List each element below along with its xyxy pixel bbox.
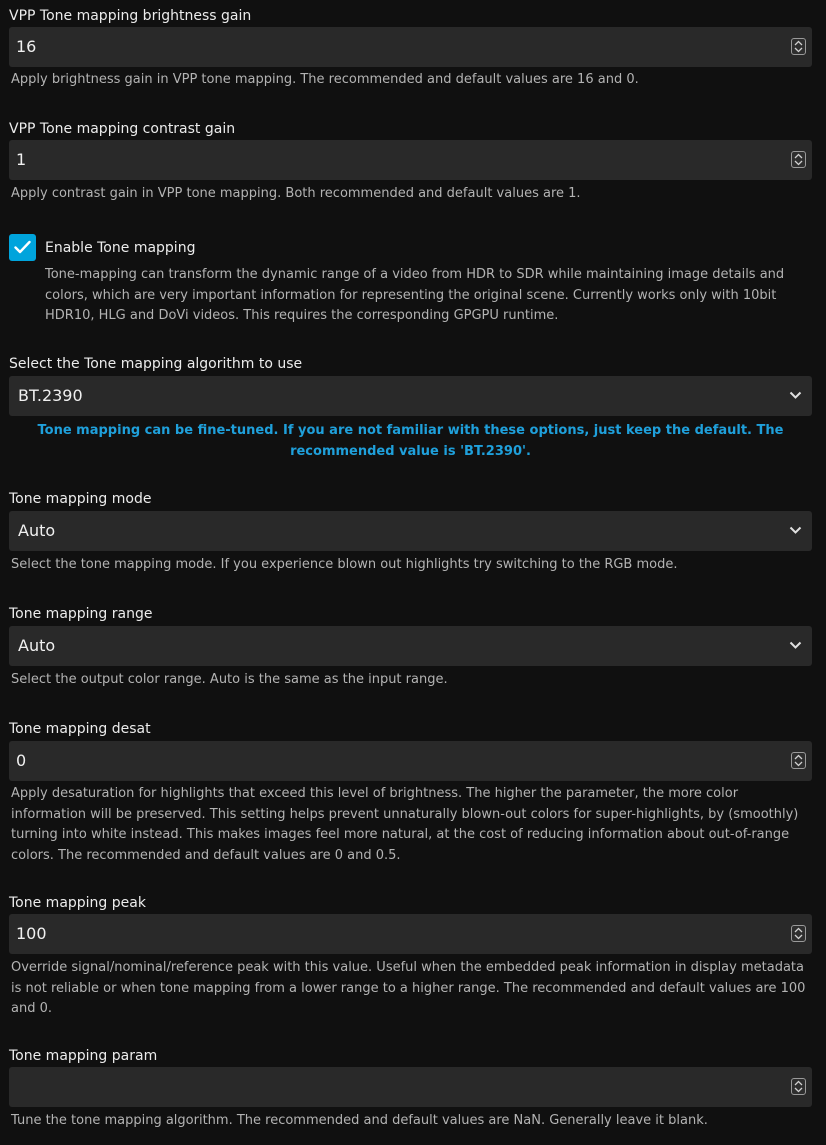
peak-value: 100	[16, 924, 47, 943]
mode-help: Select the tone mapping mode. If you experience blown out highlights try switching to the RGB mode.	[11, 557, 678, 572]
algorithm-label: Select the Tone mapping algorithm to use	[9, 356, 303, 372]
brightness-gain-label: VPP Tone mapping brightness gain	[9, 8, 252, 24]
desat-value: 0	[16, 751, 27, 770]
mode-group	[9, 490, 812, 572]
mode-select[interactable]	[9, 511, 812, 551]
range-selected-value: Auto	[18, 636, 56, 655]
algorithm-selected-value: BT.2390	[18, 386, 83, 405]
range-select[interactable]	[9, 626, 812, 666]
param-input[interactable]	[9, 1067, 812, 1107]
enable-tone-mapping-help: Tone-mapping can transform the dynamic range of a video from HDR to SDR while maintaining image details and colors, which are very important information for representing the original scene. Currently works only with 10bit HDR10, HLG and DoVi videos. This requires the corresponding GPGPU runtime.	[45, 267, 785, 323]
param-group	[9, 1047, 812, 1128]
range-label: Tone mapping range	[9, 606, 153, 622]
up-down-spinner-icon[interactable]	[791, 1078, 806, 1095]
algorithm-select[interactable]	[9, 376, 812, 416]
chevron-down-icon	[789, 641, 802, 650]
peak-input[interactable]	[9, 914, 812, 954]
param-label: Tone mapping param	[9, 1048, 158, 1064]
enable-tone-mapping-label[interactable]: Enable Tone mapping	[45, 240, 196, 256]
desat-input[interactable]	[9, 741, 812, 781]
desat-group	[9, 720, 812, 863]
algorithm-note: Tone mapping can be fine-tuned. If you are not familiar with these options, just keep the default. The recommended value is 'BT.2390'.	[37, 423, 784, 459]
desat-label: Tone mapping desat	[9, 721, 151, 737]
contrast-gain-group	[9, 120, 812, 201]
chevron-down-icon	[789, 391, 802, 400]
brightness-gain-input[interactable]	[9, 27, 812, 67]
brightness-gain-value: 16	[16, 37, 37, 56]
up-down-spinner-icon[interactable]	[791, 38, 806, 55]
checkmark-icon	[14, 240, 31, 255]
contrast-gain-help: Apply contrast gain in VPP tone mapping. Both recommended and default values are 1.	[11, 186, 581, 201]
mode-label: Tone mapping mode	[9, 491, 152, 507]
contrast-gain-label: VPP Tone mapping contrast gain	[9, 121, 236, 137]
range-group	[9, 605, 812, 687]
peak-group	[9, 894, 812, 1016]
up-down-spinner-icon[interactable]	[791, 752, 806, 769]
mode-selected-value: Auto	[18, 521, 56, 540]
peak-help: Override signal/nominal/reference peak with this value. Useful when the embedded peak information in display metadata is not reliable or when tone mapping from a lower range to a higher range. The recommended and default values are 100 and 0.	[11, 960, 806, 1016]
peak-label: Tone mapping peak	[9, 895, 146, 911]
algorithm-group	[9, 355, 812, 459]
contrast-gain-input[interactable]	[9, 140, 812, 180]
enable-tone-mapping-checkbox[interactable]	[9, 234, 36, 261]
chevron-down-icon	[789, 526, 802, 535]
up-down-spinner-icon[interactable]	[791, 925, 806, 942]
contrast-gain-value: 1	[16, 150, 27, 169]
range-help: Select the output color range. Auto is the same as the input range.	[11, 672, 448, 687]
brightness-gain-help: Apply brightness gain in VPP tone mapping. The recommended and default values are 16 and 0.	[11, 72, 639, 87]
brightness-gain-group	[9, 7, 812, 87]
desat-help: Apply desaturation for highlights that exceed this level of brightness. The higher the parameter, the more color information will be preserved. This setting helps prevent unnaturally blown-out colors for super-highlights, by (smoothly) turning into white instead. This makes images feel more natural, at the cost of reducing information about out-of-range colors. The recommended and default values are 0 and 0.5.	[11, 786, 799, 863]
up-down-spinner-icon[interactable]	[791, 151, 806, 168]
param-help: Tune the tone mapping algorithm. The recommended and default values are NaN. Generally leave it blank.	[11, 1113, 708, 1128]
